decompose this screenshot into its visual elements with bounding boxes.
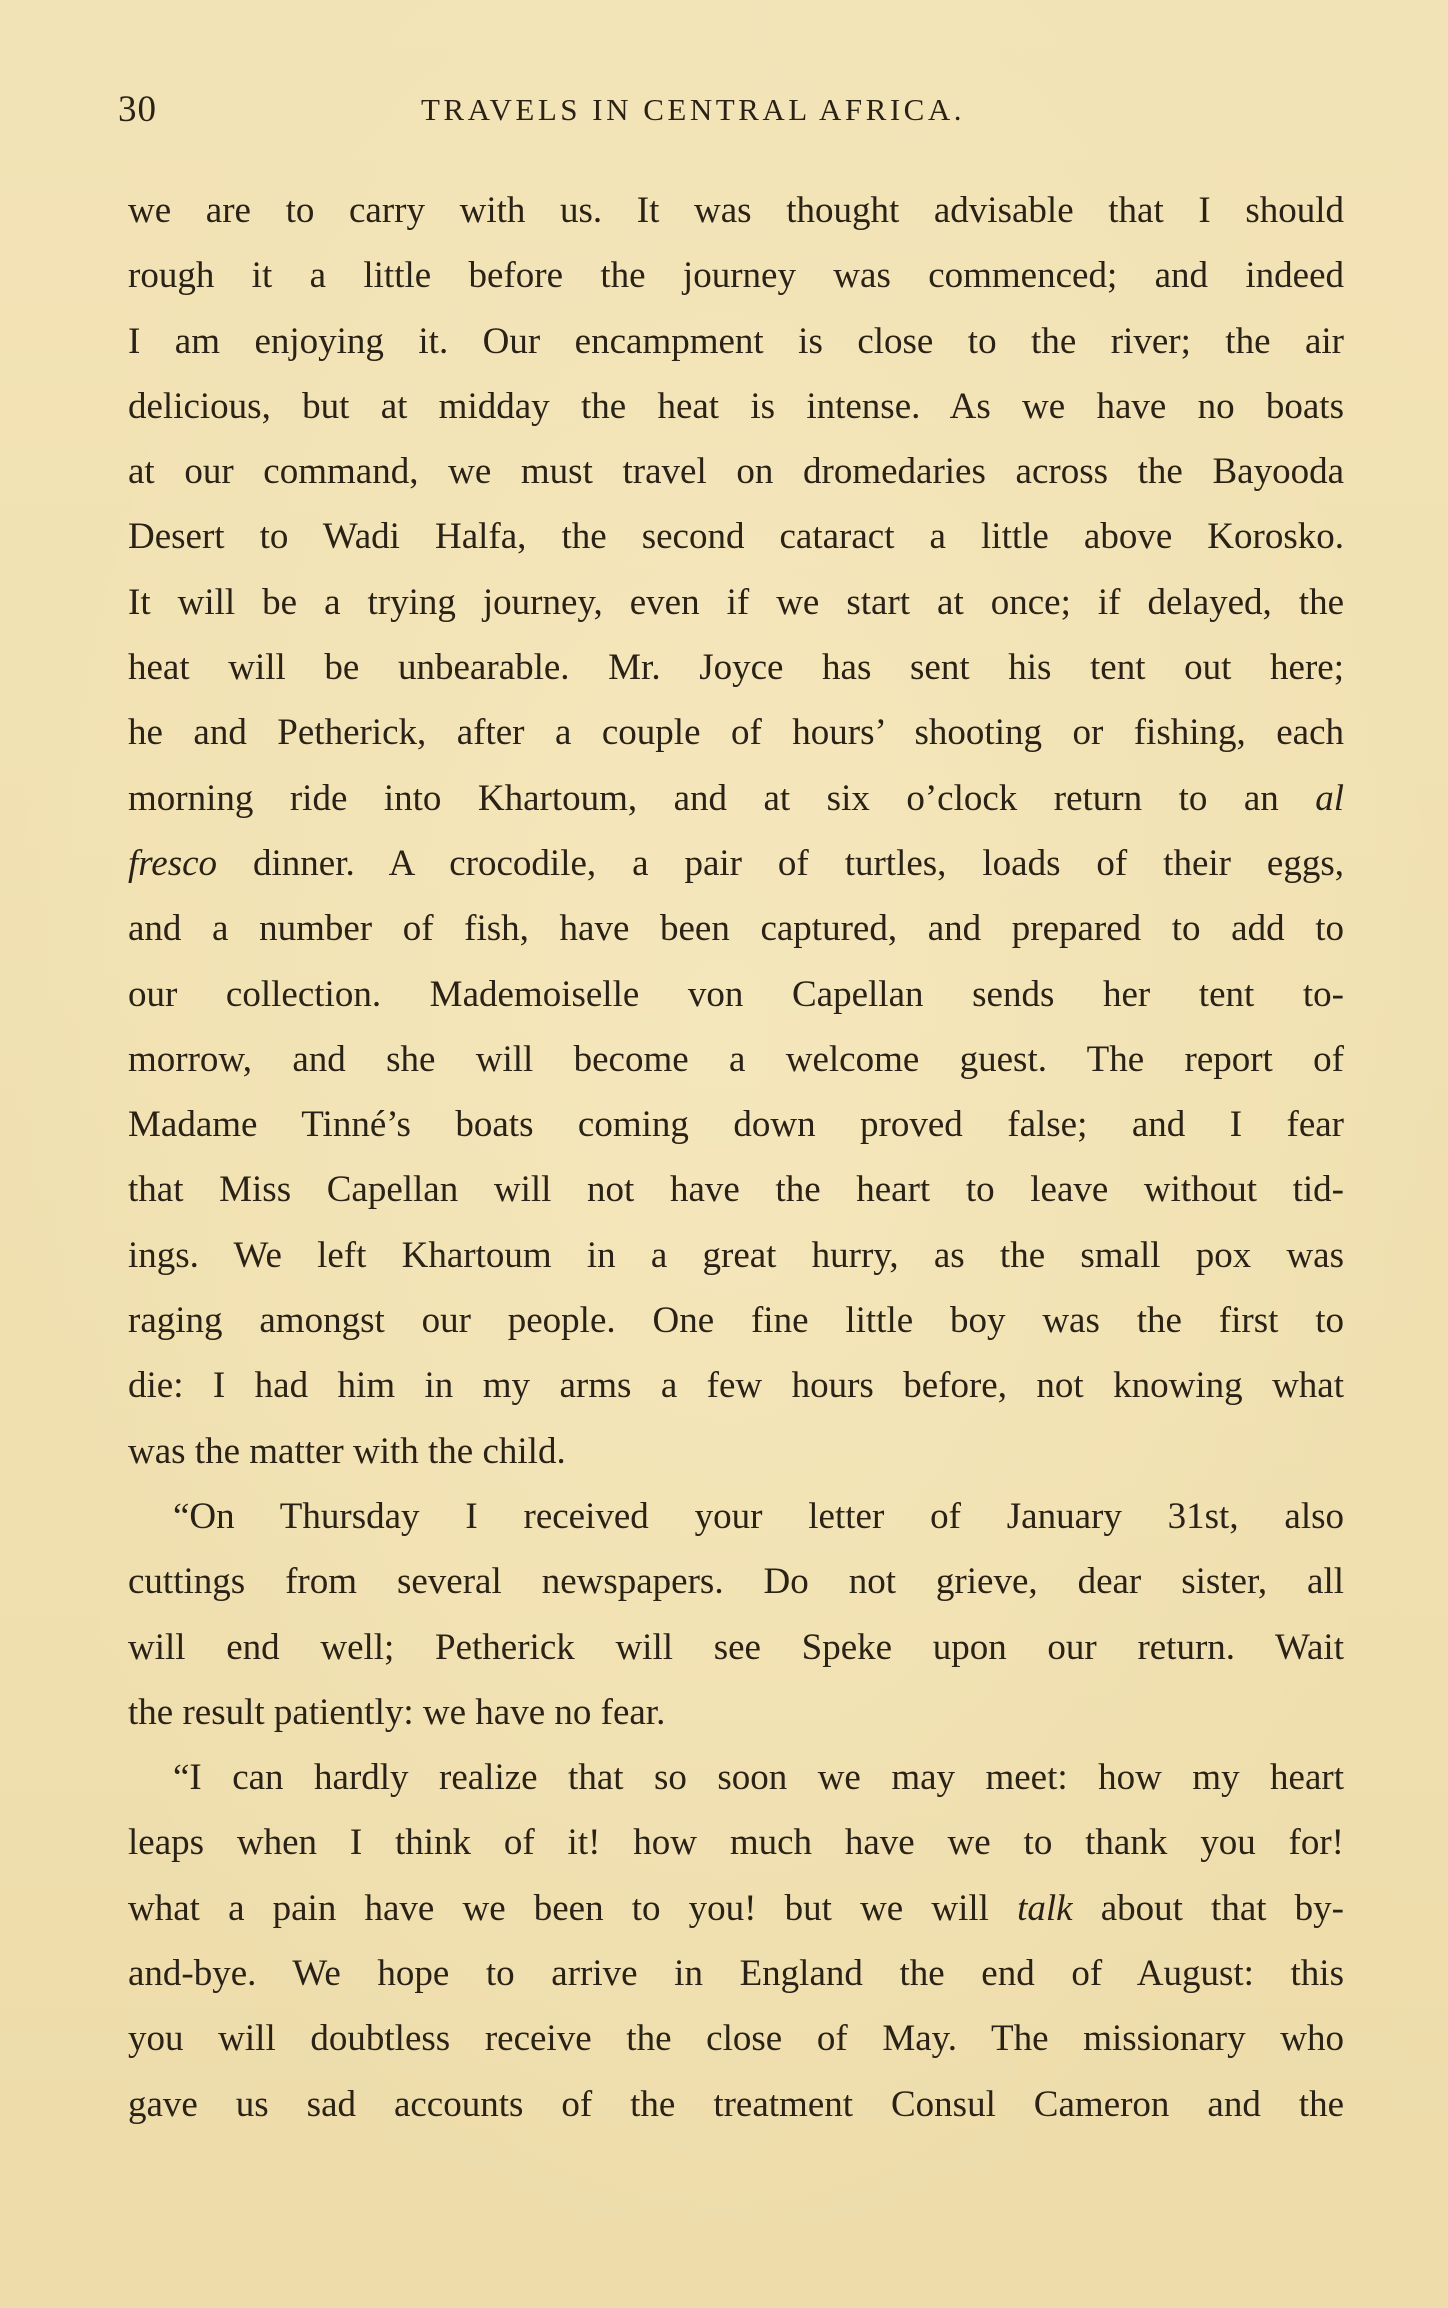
italic-phrase: talk xyxy=(1017,1887,1073,1929)
text-line: Desert to Wadi Halfa, the second cataract a little above Korosko. xyxy=(128,516,1344,558)
text-line: ings. We left Khartoum in a great hurry, as the small pox was xyxy=(128,1234,1344,1276)
italic-phrase: fresco xyxy=(128,842,218,884)
italic-phrase: al xyxy=(1315,777,1344,819)
text-line: the result patiently: we have no fear. xyxy=(128,1691,666,1733)
text-line: raging amongst our people. One fine little boy was the first to xyxy=(128,1300,1344,1342)
text-line: we are to carry with us. It was thought advisable that I should xyxy=(128,190,1344,231)
page-header xyxy=(118,88,1348,138)
text-line: “I can hardly realize that so soon we may meet: how my heart xyxy=(173,1757,1344,1799)
text-line: rough it a little before the journey was commenced; and indeed xyxy=(128,255,1344,297)
body-text xyxy=(128,178,1344,2137)
text-line: “On Thursday I received your letter of January 31st, also xyxy=(173,1495,1344,1537)
text-line: was the matter with the child. xyxy=(128,1430,566,1472)
text-line: gave us sad accounts of the treatment Consul Cameron and the xyxy=(128,2083,1344,2125)
text-line: leaps when I think of it! how much have we to thank you for! xyxy=(128,1822,1344,1864)
text-line: morrow, and she will become a welcome guest. The report of xyxy=(128,1038,1344,1080)
text-line: and-bye. We hope to arrive in England the end of August: this xyxy=(128,1953,1344,1995)
text-line: cuttings from several newspapers. Do not grieve, dear sister, all xyxy=(128,1561,1344,1603)
text-line: will end well; Petherick will see Speke upon our return. Wait xyxy=(128,1626,1344,1668)
text-line: he and Petherick, after a couple of hours’ shooting or fishing, each xyxy=(128,712,1344,754)
text-line: our collection. Mademoiselle von Capellan sends her tent to- xyxy=(128,973,1344,1015)
text-line: at our command, we must travel on dromedaries across the Bayooda xyxy=(128,451,1344,493)
text-line: fresco dinner. A crocodile, a pair of turtles, loads of their eggs, xyxy=(128,842,1344,884)
text-line: you will doubtless receive the close of May. The missionary who xyxy=(128,2018,1344,2060)
running-title: TRAVELS IN CENTRAL AFRICA. xyxy=(421,92,965,127)
text-line: delicious, but at midday the heat is intense. As we have no boats xyxy=(128,385,1344,427)
text-line: heat will be unbearable. Mr. Joyce has sent his tent out here; xyxy=(128,647,1344,689)
text-line: morning ride into Khartoum, and at six o’clock return to an al xyxy=(128,777,1344,819)
text-line: that Miss Capellan will not have the heart to leave without tid- xyxy=(128,1169,1344,1211)
text-line: Madame Tinné’s boats coming down proved false; and I fear xyxy=(128,1104,1344,1146)
text-line: die: I had him in my arms a few hours before, not knowing what xyxy=(128,1365,1344,1407)
text-line: I am enjoying it. Our encampment is close to the river; the air xyxy=(128,320,1344,362)
text-line: and a number of fish, have been captured, and prepared to add to xyxy=(128,908,1344,950)
page-number: 30 xyxy=(118,89,157,130)
text-line: what a pain have we been to you! but we will talk about that by- xyxy=(128,1887,1344,1929)
text-line: It will be a trying journey, even if we start at once; if delayed, the xyxy=(128,581,1344,623)
